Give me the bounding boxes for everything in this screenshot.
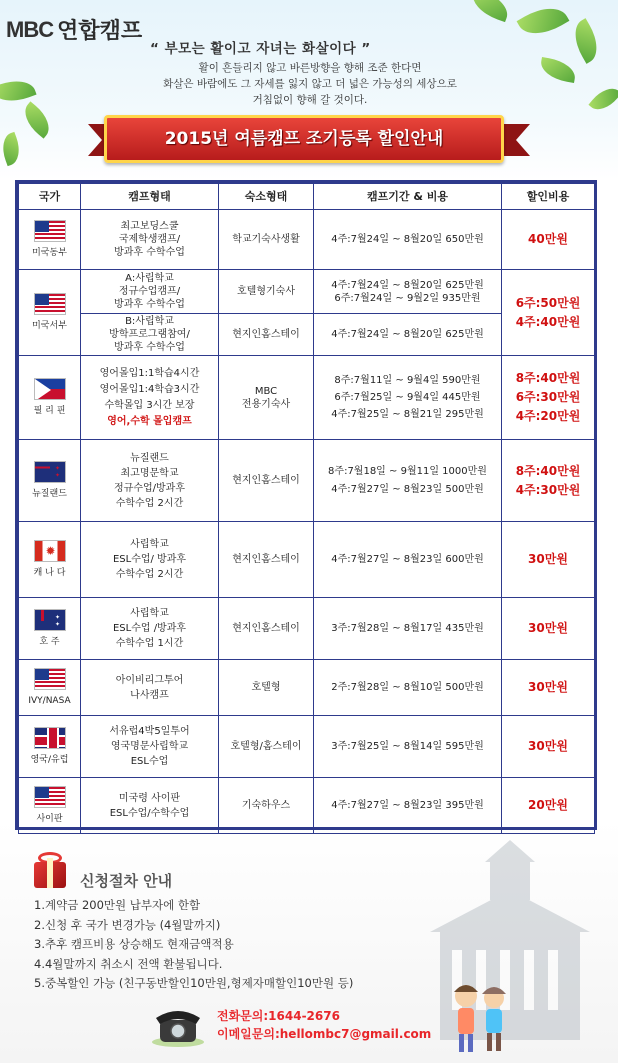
camp-type-line: 방과후 수학수업 — [114, 342, 185, 353]
table-row — [19, 440, 595, 522]
discount-cell — [502, 778, 595, 834]
discount-cell — [502, 356, 595, 440]
camp-type-line: 아이비리그투어 — [115, 674, 184, 686]
table-row — [19, 522, 595, 598]
period-line: 3주:7월25일 ~ 8월14일 595만원 — [331, 741, 484, 752]
camp-type-cell — [81, 314, 219, 356]
camp-type-line: 미국령 사이판 — [118, 792, 181, 804]
uk-flag-icon — [34, 727, 66, 749]
country-cell — [19, 440, 81, 522]
discount-value: 6주:50만원 — [515, 295, 581, 310]
header-housing: 숙소형태 — [219, 184, 314, 210]
us-flag-icon — [34, 220, 66, 242]
period-cell — [314, 598, 502, 660]
logo-name: 연합캠프 — [57, 18, 143, 43]
period-line: 4주:7월27일 ~ 8월23일 395만원 — [331, 800, 484, 811]
intro-line: 거침없이 향해 갈 것이다. — [252, 94, 368, 106]
discount-cell — [502, 210, 595, 270]
camp-type-line: 사립학교 — [130, 608, 169, 619]
housing-line: 전용기숙사 — [241, 398, 291, 410]
housing-cell: 현지인홈스테이 — [219, 522, 314, 598]
discount-value: 4주:40만원 — [515, 314, 581, 329]
country-name: 뉴질랜드 — [32, 488, 67, 499]
period-cell — [314, 716, 502, 778]
camp-type-line: ESL수업/수학수업 — [109, 807, 190, 819]
discount-value: 4주:30만원 — [515, 482, 581, 497]
country-name: 사이판 — [36, 813, 63, 824]
header-period-cost: 캠프기간 & 비용 — [314, 184, 502, 210]
camp-type-line: 수학수업 2시간 — [115, 569, 184, 580]
camp-type-cell — [81, 522, 219, 598]
housing-cell: 현지인홈스테이 — [219, 314, 314, 356]
discount-value: 6주:30만원 — [515, 390, 581, 404]
camp-type-line: 방과후 수학수업 — [114, 247, 185, 258]
discount-cell — [502, 660, 595, 716]
leaf-decoration — [467, 0, 512, 22]
period-line: 4주:7월27일 ~ 8월23일 500만원 — [331, 483, 484, 495]
leaf-decoration — [566, 18, 605, 64]
camp-type-line: 방과후 수학수업 — [114, 299, 185, 310]
period-cell — [314, 314, 502, 356]
camp-type-cell — [81, 660, 219, 716]
title-banner — [104, 115, 504, 163]
table-row — [19, 716, 595, 778]
logo-mbc: MBC — [6, 16, 54, 42]
period-line: 4주:7월24일 ~ 8월20일 650만원 — [331, 234, 484, 245]
housing-cell: 현지인홈스테이 — [219, 440, 314, 522]
camp-type-line: 나사캠프 — [130, 689, 169, 701]
contact-info — [217, 1007, 431, 1043]
period-line: 4주:7월25일 ~ 8월21일 295만원 — [331, 409, 484, 420]
period-line: 3주:7월28일 ~ 8월17일 435만원 — [331, 623, 484, 634]
camp-type-cell — [81, 598, 219, 660]
banner-title: 2015년 여름캠프 조기등록 할인안내 — [164, 129, 444, 149]
camp-type-line: 수학수업 2시간 — [115, 497, 184, 509]
camp-type-line: 영어몰입1:4학습3시간 — [99, 383, 200, 395]
camp-type-line: 사립학교 — [130, 539, 169, 550]
discount-value: 30만원 — [528, 552, 568, 566]
camp-type-line: 최고명문학교 — [120, 467, 179, 479]
discount-cell — [502, 598, 595, 660]
camp-type-cell — [81, 716, 219, 778]
leaf-decoration — [588, 82, 618, 117]
period-cell — [314, 522, 502, 598]
leaf-decoration — [539, 57, 578, 83]
period-line: 8주:7월18일 ~ 9월11일 1000만원 — [328, 465, 487, 477]
camp-type-cell — [81, 356, 219, 440]
table-row — [19, 598, 595, 660]
camp-type-line: 정규수업/방과후 — [114, 482, 185, 494]
discount-cell — [502, 716, 595, 778]
country-name: IVY/NASA — [28, 695, 71, 706]
country-name: 필 리 핀 — [33, 405, 66, 416]
country-name: 영국/유럽 — [30, 754, 69, 765]
camp-type-line: 국제학생캠프/ — [118, 234, 181, 245]
ph-flag-icon — [34, 378, 66, 400]
nz-flag-icon — [34, 461, 66, 483]
table-row — [19, 778, 595, 834]
telephone-icon — [150, 1002, 206, 1048]
period-cell — [314, 270, 502, 314]
camp-type-line: 영국명문사립학교 — [110, 741, 189, 752]
housing-cell: 기숙하우스 — [219, 778, 314, 834]
country-name: 미국서부 — [32, 320, 67, 331]
discount-value: 8주:40만원 — [515, 463, 581, 478]
table-row — [19, 270, 595, 314]
camp-type-line: 영어몰입1:1학습4시간 — [99, 367, 200, 379]
country-cell — [19, 522, 81, 598]
camp-type-line: 수학수업 1시간 — [115, 638, 184, 649]
camp-type-cell — [81, 778, 219, 834]
us-flag-icon — [34, 293, 66, 315]
phone-contact: 전화문의:1644-2676 — [217, 1009, 340, 1023]
discount-cell — [502, 522, 595, 598]
leaf-decoration — [18, 101, 57, 138]
country-name: 호 주 — [39, 636, 60, 647]
period-cell — [314, 356, 502, 440]
country-cell — [19, 778, 81, 834]
country-name: 캐 나 다 — [33, 567, 66, 578]
banner-ribbon-right — [500, 124, 530, 156]
email-contact: 이메일문의:hellombc7@gmail.com — [217, 1027, 432, 1041]
au-flag-icon — [34, 609, 66, 631]
discount-value: 30만원 — [528, 680, 568, 694]
apply-step: 3.추후 캠프비용 상승해도 현재금액적용 — [34, 937, 234, 951]
housing-line: MBC — [254, 385, 278, 397]
leaf-decoration — [517, 0, 570, 44]
header-discount: 할인비용 — [502, 184, 595, 210]
country-cell — [19, 598, 81, 660]
camp-table-grid — [18, 183, 595, 834]
camp-type-cell — [81, 440, 219, 522]
header-country: 국가 — [19, 184, 81, 210]
period-cell — [314, 440, 502, 522]
housing-cell: 호텔형 — [219, 660, 314, 716]
apply-step: 5.중복할인 가능 (친구동반할인10만원,형제자매할인10만원 등) — [34, 976, 354, 990]
logo — [6, 14, 142, 45]
country-cell — [19, 660, 81, 716]
period-line: 6주:7월24일 ~ 9월2일 935만원 — [334, 292, 481, 304]
discount-cell — [502, 270, 595, 356]
camp-type-cell — [81, 270, 219, 314]
gift-icon — [28, 848, 72, 892]
camp-type-line: 수학몰입 3시간 보장 — [104, 399, 195, 411]
housing-cell: 호텔형/홈스테이 — [219, 716, 314, 778]
country-name: 미국동부 — [32, 247, 67, 258]
leaf-decoration — [0, 132, 25, 166]
apply-steps — [34, 896, 353, 994]
country-cell — [19, 270, 81, 356]
camp-type-line: 뉴질랜드 — [130, 452, 169, 464]
period-line: 2주:7월28일 ~ 8월10일 500만원 — [331, 682, 484, 693]
country-cell — [19, 210, 81, 270]
table-row — [19, 356, 595, 440]
camp-table — [15, 180, 597, 830]
discount-value: 20만원 — [528, 798, 568, 812]
discount-value: 40만원 — [528, 232, 568, 246]
housing-cell: 호텔형기숙사 — [219, 270, 314, 314]
period-cell — [314, 210, 502, 270]
camp-type-line: ESL수업/ 방과후 — [112, 554, 187, 565]
camp-type-line: 정규수업캠프/ — [118, 286, 181, 297]
discount-value: 30만원 — [528, 621, 568, 635]
camp-type-cell — [81, 210, 219, 270]
discount-value: 8주:40만원 — [515, 371, 581, 385]
country-cell — [19, 356, 81, 440]
apply-step: 2.신청 후 국가 변경가능 (4월말까지) — [34, 917, 221, 932]
slogan: “ 부모는 활이고 자녀는 화살이다 ” — [150, 41, 371, 57]
apply-title: 신청절차 안내 — [80, 872, 173, 890]
housing-cell — [219, 356, 314, 440]
apply-step: 1.계약금 200만원 납부자에 한함 — [34, 898, 201, 912]
period-line: 6주:7월25일 ~ 9월4일 445만원 — [334, 392, 481, 403]
table-row — [19, 210, 595, 270]
housing-cell: 현지인홈스테이 — [219, 598, 314, 660]
period-cell — [314, 660, 502, 716]
header-camp-type: 캠프형태 — [81, 184, 219, 210]
camp-type-line: A:사립학교 — [125, 273, 174, 284]
camp-type-highlight: 영어,수학 몰입캠프 — [107, 415, 192, 427]
camp-type-line: ESL수업 /방과후 — [112, 623, 187, 634]
period-line: 4주:7월27일 ~ 8월23일 600만원 — [331, 554, 484, 565]
ca-flag-icon — [34, 540, 66, 562]
period-line: 4주:7월24일 ~ 8월20일 625만원 — [331, 279, 484, 291]
camp-type-line: ESL수업 — [130, 756, 169, 767]
table-row — [19, 660, 595, 716]
discount-value: 30만원 — [528, 739, 568, 753]
camp-type-line: 서유럽4박5일투어 — [109, 726, 190, 737]
kids-illustration — [446, 978, 516, 1058]
us-flag-icon — [34, 668, 66, 690]
intro-text — [130, 60, 490, 108]
apply-step: 4.4월말까지 취소시 전액 환불됩니다. — [34, 956, 223, 971]
period-line: 4주:7월24일 ~ 8월20일 625만원 — [331, 329, 484, 340]
camp-type-line: 방학프로그램참여/ — [109, 329, 190, 340]
camp-type-line: B:사립학교 — [125, 316, 174, 327]
country-cell — [19, 716, 81, 778]
period-cell — [314, 778, 502, 834]
intro-line: 화살은 바람에도 그 자세를 잃지 않고 더 넓은 가능성의 세상으로 — [163, 78, 457, 90]
discount-cell — [502, 440, 595, 522]
intro-line: 활이 흔들리지 않고 바른방향을 향해 조준 한다면 — [198, 62, 422, 74]
housing-cell: 학교기숙사생활 — [219, 210, 314, 270]
table-header-row — [19, 184, 595, 210]
camp-type-line: 최고보딩스쿨 — [120, 221, 179, 232]
us-flag-icon — [34, 786, 66, 808]
period-line: 8주:7월11일 ~ 9월4일 590만원 — [334, 375, 481, 386]
discount-value: 4주:20만원 — [515, 409, 581, 423]
